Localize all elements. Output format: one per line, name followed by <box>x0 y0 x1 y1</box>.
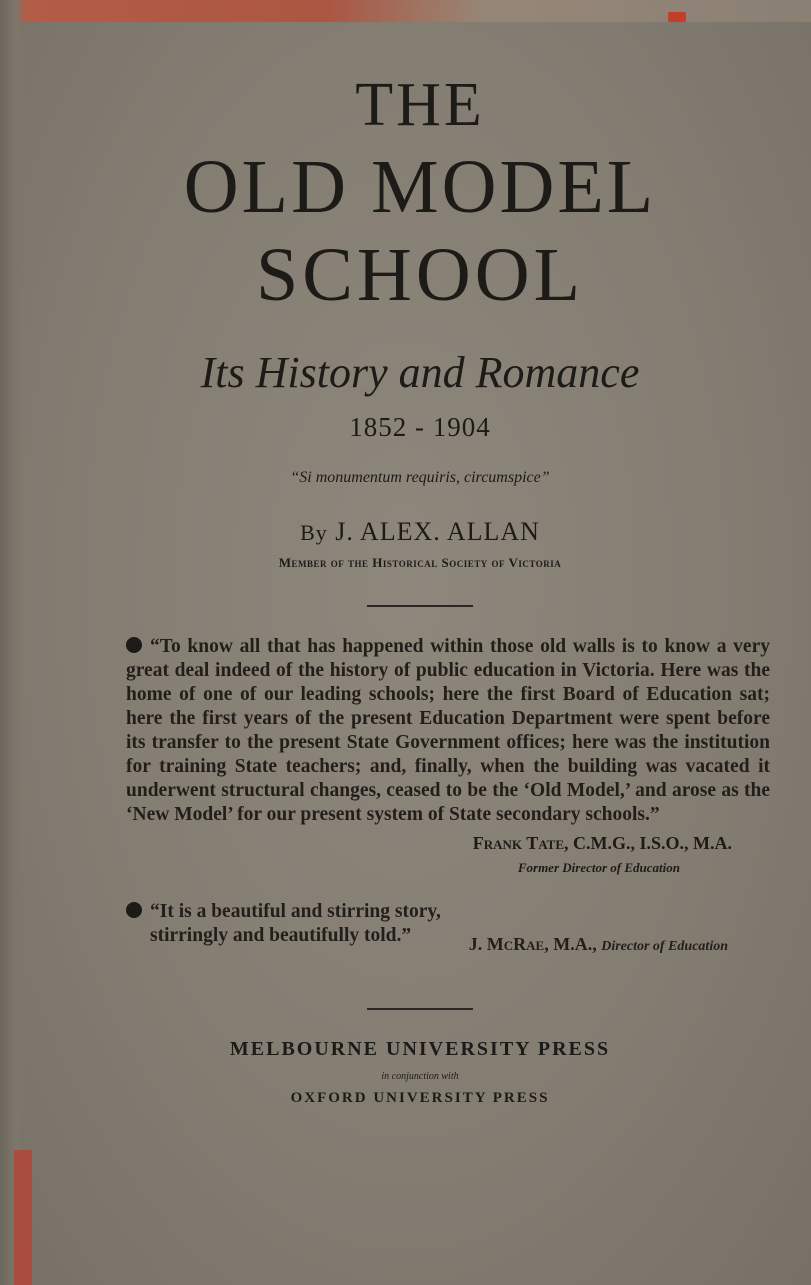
publisher-conjunction: in conjunction with <box>381 1071 459 1082</box>
red-spot <box>668 12 686 22</box>
bottom-left-red-patch <box>14 1150 32 1285</box>
spine-edge <box>0 0 26 1285</box>
title-line-2: OLD MODEL <box>183 145 657 229</box>
bullet-icon <box>126 902 142 918</box>
cover-content <box>60 70 780 1107</box>
quote-2-text: “It is a beautiful and stirring story, stirringly and beautifully told.” <box>150 901 441 946</box>
quote-block-2 <box>60 900 780 954</box>
quote-2-attribution <box>469 932 728 959</box>
quote-1-text: “To know all that has happened within those old walls is to know a very great deal indeed of the history of public education in Victoria. Here was the home of one of our leading schools; here the first Board of Education sat; here the first years of the present Education Department were spent before its transfer to the present State Government offices; here was the institution for training State teachers; and, finally, when the building was vacated it underwent structural changes, ceased to be the ‘Old Model,’ and arose as the ‘New Model’ for our present system of State secondary schools.” <box>126 636 770 825</box>
divider-rule-bottom <box>367 1008 473 1010</box>
quote-1-attribution: Frank Tate, C.M.G., I.S.O., M.A. <box>472 833 732 853</box>
copublisher: OXFORD UNIVERSITY PRESS <box>290 1090 550 1106</box>
quote-2-attribution-name: J. McRae, M.A., <box>468 934 597 954</box>
divider-rule <box>367 605 473 607</box>
byline <box>60 517 780 547</box>
title-line-1: THE <box>355 71 485 139</box>
quote-2-attribution-role: Director of Education <box>601 939 728 954</box>
title-line-3: SCHOOL <box>255 233 585 317</box>
quote-block-1 <box>60 635 780 827</box>
author-name: J. ALEX. ALLAN <box>335 517 540 546</box>
publisher: MELBOURNE UNIVERSITY PRESS <box>229 1038 611 1060</box>
subtitle: Its History and Romance <box>200 348 640 397</box>
by-word: By <box>300 520 328 545</box>
latin-motto: “Si monumentum requiris, circumspice” <box>290 469 550 486</box>
bullet-icon <box>126 637 142 653</box>
quote-1-attribution-role: Former Director of Education <box>517 860 680 875</box>
top-edge-wear <box>0 0 811 22</box>
author-affiliation: Member of the Historical Society of Victoria <box>278 555 562 570</box>
date-range: 1852 - 1904 <box>349 412 491 442</box>
